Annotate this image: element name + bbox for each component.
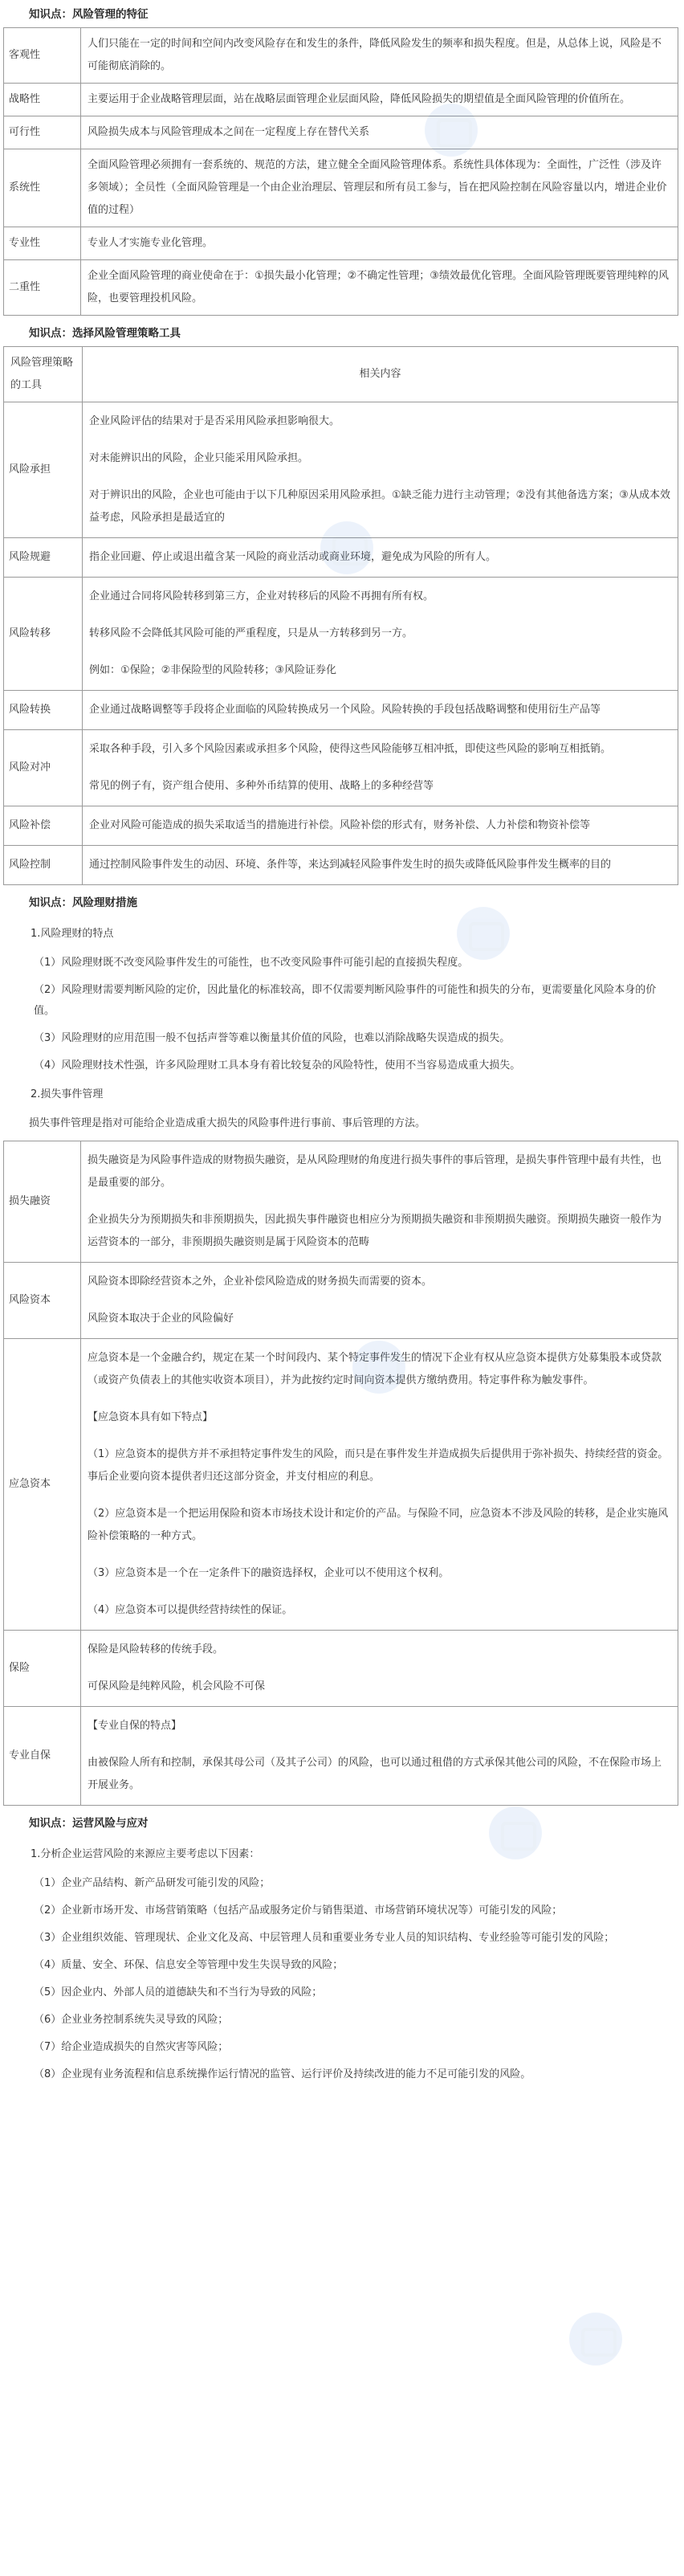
content-paragraph: 应急资本是一个金融合约，规定在某一个时间段内、某个特定事件发生的情况下企业有权从应急资本提供方处募集股本或贷款（或资产负债表上的其他实收资本项目），并为此按约定时间向资本提供方缴纳费用。特定事件称为触发事件。 (88, 1352, 662, 1386)
row-key: 可行性 (4, 116, 81, 149)
table-row (4, 806, 678, 846)
row-content: 风险损失成本与风险管理成本之间在一定程度上存在替代关系 (81, 116, 678, 149)
content-paragraph: 企业损失分为预期损失和非预期损失，因此损失事件融资也相应分为预期损失融资和非预期损失融资。预期损失融资一般作为运营资本的一部分，非预期损失融资则是属于风险资本的范畴 (88, 1214, 662, 1248)
row-content (81, 1263, 678, 1339)
table-row (4, 578, 678, 691)
content-paragraph: 例如：①保险；②非保险型的风险转移；③风险证券化 (89, 664, 336, 676)
table-row (4, 1141, 678, 1263)
list-item: （7）给企业造成损失的自然灾害等风险； (34, 2041, 229, 2053)
list-item: （4）质量、安全、环保、信息安全等管理中发生失误导致的风险； (34, 1959, 344, 1971)
row-key: 损失融资 (4, 1141, 81, 1263)
table-row (4, 730, 678, 806)
list-item: （3）风险理财的应用范围一般不包括声誉等难以衡量其价值的风险，也难以消除战略失误造成的损失。 (34, 1032, 511, 1044)
row-content: 企业全面风险管理的商业使命在于：①损失最小化管理；②不确定性管理；③绩效最优化管理。全面风险管理既要管理纯粹的风险，也要管理投机风险。 (81, 260, 678, 316)
content-paragraph: 可保风险是纯粹风险，机会风险不可保 (88, 1680, 266, 1692)
row-content (81, 1141, 678, 1263)
row-content (83, 402, 678, 538)
content-paragraph: 对未能辨识出的风险，企业只能采用风险承担。 (89, 452, 309, 464)
row-content (83, 846, 678, 885)
row-key: 风险补偿 (4, 806, 83, 846)
loss-event-intro: 损失事件管理是指对可能给企业造成重大损失的风险事件进行事前、事后管理的方法。 (29, 1117, 426, 1129)
content-paragraph: 风险资本取决于企业的风险偏好 (88, 1312, 234, 1325)
section-title-risk-finance: 知识点：风险理财措施 (29, 896, 137, 909)
content-paragraph: 通过控制风险事件发生的动因、环境、条件等，来达到减轻风险事件发生时的损失或降低风险事件发生概率的目的 (89, 859, 612, 871)
row-key: 客观性 (4, 28, 81, 84)
table-row (4, 149, 678, 227)
content-paragraph: （4）应急资本可以提供经营持续性的保证。 (88, 1604, 293, 1616)
row-content: 全面风险管理必须拥有一套系统的、规范的方法，建立健全全面风险管理体系。系统性具体体现为：全面性，广泛性（涉及许多领域）；全员性（全面风险管理是一个由企业治理层、管理层和所有员工参与，旨在把风险控制在风险容量以内，增进企业价值的过程） (81, 149, 678, 227)
row-content: 人们只能在一定的时间和空间内改变风险存在和发生的条件，降低风险发生的频率和损失程度。但是，从总体上说，风险是不可能彻底消除的。 (81, 28, 678, 84)
row-content (81, 1707, 678, 1806)
content-paragraph: 企业通过战略调整等手段将企业面临的风险转换成另一个风险。风险转换的手段包括战略调整和使用衍生产品等 (89, 704, 601, 716)
table-row (4, 260, 678, 316)
strategy-tools-table (3, 346, 678, 885)
row-key: 风险资本 (4, 1263, 81, 1339)
loss-event-table (3, 1141, 678, 1806)
section-title-strategy-tools: 知识点：选择风险管理策略工具 (29, 327, 181, 340)
table-row (4, 538, 678, 578)
watermark-logo-icon (562, 2305, 629, 2373)
list-item: （2）风险理财需要判断风险的定价，因此量化的标准较高，即不仅需要判断风险事件的可能性和损失的分布，更需要量化风险本身的价值。 (34, 984, 657, 1017)
content-paragraph: （2）应急资本是一个把运用保险和资本市场技术设计和定价的产品。与保险不同，应急资本不涉及风险的转移，是企业实施风险补偿策略的一种方式。 (88, 1508, 669, 1542)
row-key: 风险转换 (4, 691, 83, 730)
row-content (83, 538, 678, 578)
list-item: （1）企业产品结构、新产品研发可能引发的风险； (34, 1877, 271, 1889)
table-row (4, 116, 678, 149)
list-item: （5）因企业内、外部人员的道德缺失和不当行为导致的风险； (34, 1986, 323, 1998)
row-key: 系统性 (4, 149, 81, 227)
table-row (4, 84, 678, 116)
row-content (83, 691, 678, 730)
content-paragraph: 损失融资是为风险事件造成的财物损失融资，是从风险理财的角度进行损失事件的事后管理，是损失事件管理中最有共性，也是最重要的部分。 (88, 1154, 662, 1189)
content-paragraph: 风险资本即除经营资本之外，企业补偿风险造成的财务损失而需要的资本。 (88, 1276, 433, 1288)
row-content (83, 578, 678, 691)
content-paragraph: （1）应急资本的提供方并不承担特定事件发生的风险，而只是在事件发生并造成损失后提供用于弥补损失、持续经营的资金。事后企业要向资本提供者归还这部分资金，并支付相应的利息。 (88, 1448, 669, 1483)
row-key: 风险控制 (4, 846, 83, 885)
content-paragraph: 企业对风险可能造成的损失采取适当的措施进行补偿。风险补偿的形式有，财务补偿、人力补偿和物资补偿等 (89, 819, 591, 831)
content-paragraph: 企业通过合同将风险转移到第三方，企业对转移后的风险不再拥有所有权。 (89, 590, 434, 602)
content-paragraph: 指企业回避、停止或退出蕴含某一风险的商业活动或商业环境，避免成为风险的所有人。 (89, 551, 497, 563)
section-title-risk-management-features: 知识点：风险管理的特征 (29, 8, 149, 21)
table-row (4, 227, 678, 260)
table-row (4, 1339, 678, 1631)
list-item: （2）企业新市场开发、市场营销策略（包括产品或服务定价与销售渠道、市场营销环境状况等）可能引发的风险； (34, 1904, 563, 1917)
row-key: 风险转移 (4, 578, 83, 691)
content-paragraph: 常见的例子有，资产组合使用、多种外币结算的使用、战略上的多种经营等 (89, 780, 434, 792)
content-paragraph: 保险是风险转移的传统手段。 (88, 1643, 224, 1655)
content-paragraph: （3）应急资本是一个在一定条件下的融资选择权，企业可以不使用这个权利。 (88, 1567, 450, 1579)
table-row (4, 402, 678, 538)
row-content: 专业人才实施专业化管理。 (81, 227, 678, 260)
table-row (4, 1631, 678, 1707)
row-key: 风险规避 (4, 538, 83, 578)
row-key: 二重性 (4, 260, 81, 316)
row-key: 专业性 (4, 227, 81, 260)
subsection-title-finance-features: 1.风险理财的特点 (31, 928, 114, 940)
table-row (4, 28, 678, 84)
table-row (4, 846, 678, 885)
list-item: （8）企业现有业务流程和信息系统操作运行情况的监管、运行评价及持续改进的能力不足可能引发的风险。 (34, 2068, 531, 2080)
content-paragraph: 转移风险不会降低其风险可能的严重程度，只是从一方转移到另一方。 (89, 627, 413, 639)
header-tool: 风险管理策略的工具 (4, 347, 83, 402)
header-content: 相关内容 (83, 347, 678, 402)
row-key: 风险承担 (4, 402, 83, 538)
operational-risk-list (0, 1873, 684, 2085)
operational-risk-intro: 1.分析企业运营风险的来源应主要考虑以下因素： (31, 1848, 260, 1860)
list-item: （6）企业业务控制系统失灵导致的风险； (34, 2014, 229, 2026)
content-paragraph: 企业风险评估的结果对于是否采用风险承担影响很大。 (89, 415, 340, 427)
list-item: （1）风险理财既不改变风险事件发生的可能性，也不改变风险事件可能引起的直接损失程度。 (34, 957, 469, 969)
table-header-row (4, 347, 678, 402)
list-item: （4）风险理财技术性强，许多风险理财工具本身有着比较复杂的风险特性，使用不当容易造成重大损失。 (34, 1059, 521, 1072)
content-paragraph: 对于辨识出的风险，企业也可能由于以下几种原因采用风险承担。①缺乏能力进行主动管理；②没有其他备选方案；③从成本效益考虑，风险承担是最适宜的 (89, 489, 670, 524)
row-key: 保险 (4, 1631, 81, 1707)
row-content (81, 1631, 678, 1707)
row-key: 风险对冲 (4, 730, 83, 806)
content-paragraph: 【专业自保的特点】 (88, 1720, 182, 1732)
risk-management-features-table (3, 27, 678, 316)
row-content (81, 1339, 678, 1631)
list-item: （3）企业组织效能、管理现状、企业文化及高、中层管理人员和重要业务专业人员的知识结构、专业经验等可能引发的风险； (34, 1932, 615, 1944)
row-content: 主要运用于企业战略管理层面，站在战略层面管理企业层面风险，降低风险损失的期望值是全面风险管理的价值所在。 (81, 84, 678, 116)
row-content (83, 730, 678, 806)
content-paragraph: 【应急资本具有如下特点】 (88, 1411, 214, 1423)
row-key: 战略性 (4, 84, 81, 116)
subsection-title-loss-event-management: 2.损失事件管理 (31, 1088, 104, 1100)
table-row (4, 691, 678, 730)
table-row (4, 1707, 678, 1806)
section-title-operational-risk: 知识点：运营风险与应对 (29, 1817, 149, 1830)
content-paragraph: 采取各种手段，引入多个风险因素或承担多个风险，使得这些风险能够互相冲抵，即使这些风险的影响互相抵销。 (89, 743, 612, 755)
row-key: 应急资本 (4, 1339, 81, 1631)
row-key: 专业自保 (4, 1707, 81, 1806)
table-row (4, 1263, 678, 1339)
finance-features-list (0, 953, 684, 1076)
row-content (83, 806, 678, 846)
content-paragraph: 由被保险人所有和控制，承保其母公司（及其子公司）的风险，也可以通过租借的方式承保其他公司的风险，不在保险市场上开展业务。 (88, 1757, 662, 1791)
